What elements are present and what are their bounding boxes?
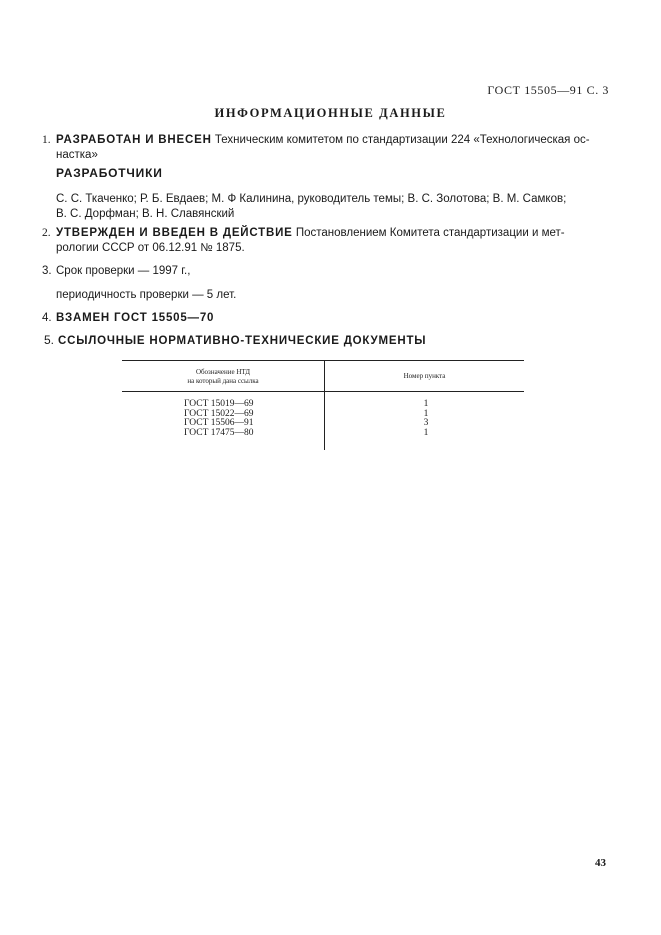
developers-heading: РАЗРАБОТЧИКИ	[56, 166, 163, 180]
table-cell-doc: ГОСТ 15506—91	[184, 418, 254, 428]
section-number: 5.	[44, 333, 55, 347]
section-3	[42, 264, 190, 279]
section-number: 4.	[42, 312, 52, 324]
table-cell-doc: ГОСТ 17475—80	[184, 427, 254, 438]
section-3-cont: периодичность проверки — 5 лет.	[56, 289, 237, 301]
section-text: Техническим комитетом по стандартизации 224 «Технологическая ос-	[211, 134, 590, 146]
section-4	[42, 311, 214, 326]
table-cell-item: 1	[423, 399, 429, 409]
table-header-line: на который дана ссылка	[187, 377, 259, 385]
developers-line: В. С. Дорфман; В. Н. Славянский	[56, 208, 235, 220]
table-cell-item: 1	[423, 427, 429, 438]
table-header-rule	[122, 391, 524, 392]
section-2	[42, 226, 617, 256]
table-column-docs	[184, 400, 254, 438]
section-text-cont: настка»	[56, 149, 98, 161]
developers-list	[56, 192, 616, 222]
table-cell-doc: ГОСТ 15022—69	[184, 408, 254, 419]
table-top-rule	[122, 360, 524, 361]
section-heading: УТВЕРЖДЕН И ВВЕДЕН В ДЕЙСТВИЕ	[56, 227, 293, 239]
section-number: 3.	[42, 265, 52, 277]
section-5	[44, 333, 426, 349]
section-text: Срок проверки — 1997 г.,	[56, 265, 191, 277]
table-header-item: Номер пункта	[403, 372, 446, 380]
section-text: Постановлением Комитета стандартизации и мет-	[292, 227, 565, 239]
table-cell-doc: ГОСТ 15019—69	[184, 399, 254, 409]
section-number: 2.	[42, 227, 51, 239]
section-1	[42, 133, 617, 163]
table-cell-item: 3	[423, 418, 429, 428]
table-column-items	[420, 400, 432, 438]
section-heading: ВЗАМЕН ГОСТ 15505—70	[56, 312, 215, 324]
page-title: ИНФОРМАЦИОННЫЕ ДАННЫЕ	[214, 106, 447, 120]
section-number: 1.	[42, 134, 51, 146]
section-heading: РАЗРАБОТАН И ВНЕСЕН	[56, 134, 212, 146]
section-heading: ССЫЛОЧНЫЕ НОРМАТИВНО-ТЕХНИЧЕСКИЕ ДОКУМЕНТЫ	[58, 335, 427, 347]
table-cell-item: 1	[423, 408, 429, 419]
developers-line: С. С. Ткаченко; Р. Б. Евдаев; М. Ф Калинина, руководитель темы; В. С. Золотова; В. М. Самков;	[56, 193, 567, 205]
page-number: 43	[595, 857, 606, 869]
section-text-cont: рологии СССР от 06.12.91 № 1875.	[56, 242, 245, 254]
document-code: ГОСТ 15505—91 С. 3	[487, 83, 609, 97]
table-header-line: Обозначение НТД	[195, 368, 251, 376]
table-header-doc	[122, 368, 324, 386]
